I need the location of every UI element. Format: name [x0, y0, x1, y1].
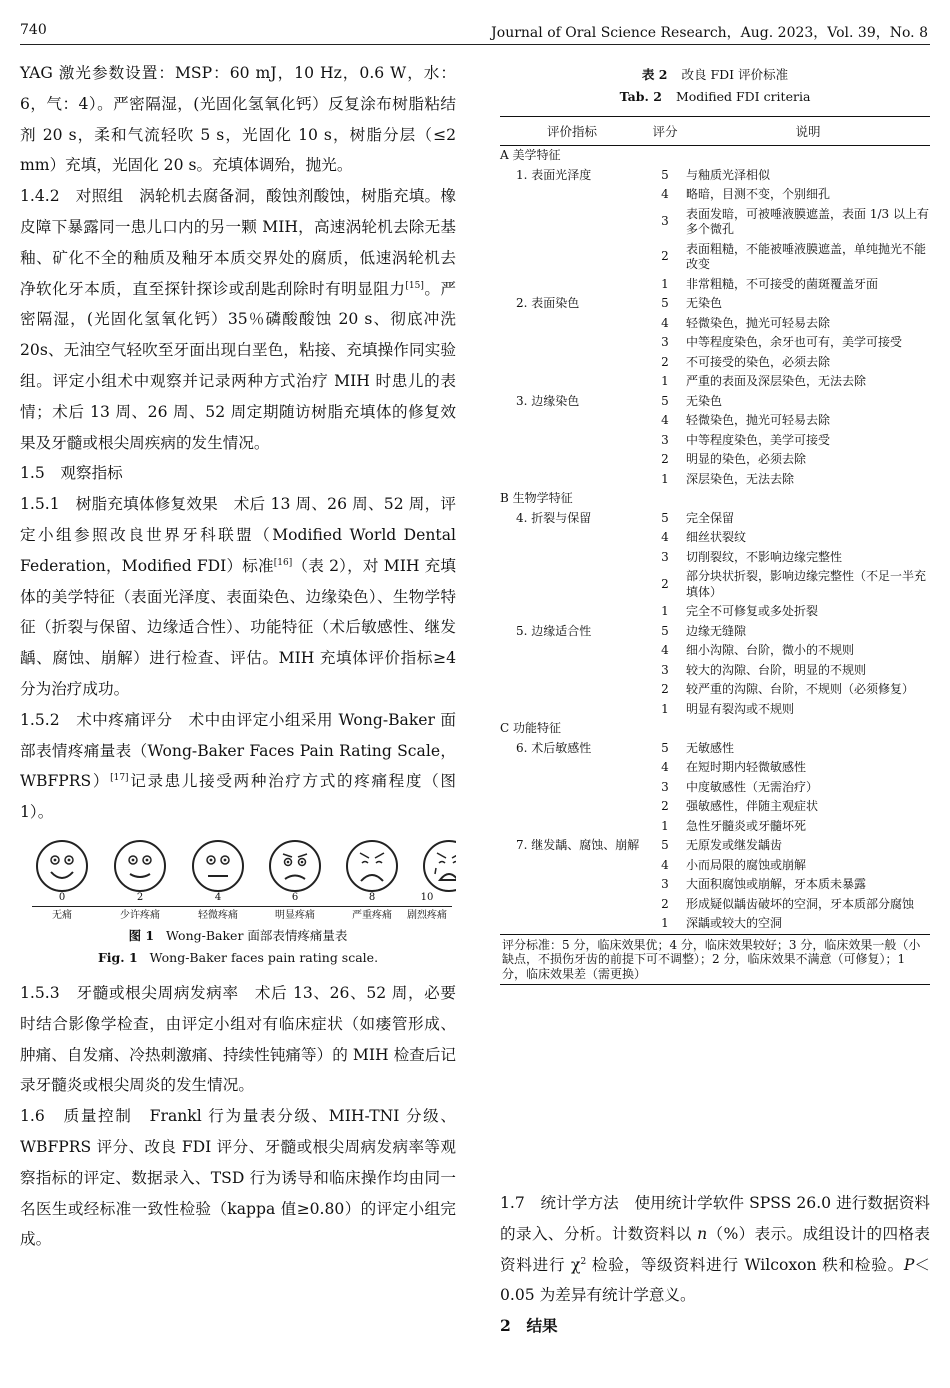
- table-row: [500, 275, 930, 295]
- figure-number-cn: 图 1: [128, 927, 155, 943]
- description-cell: 较严重的沟隙、台阶，不规则（必须修复）: [686, 682, 915, 696]
- indicator-cell: [500, 797, 644, 817]
- table-caption-en: [500, 86, 930, 108]
- score-cell: 1: [661, 276, 669, 291]
- table-header-row: [500, 117, 930, 146]
- indicator-cell: 4. 折裂与保留: [516, 510, 592, 525]
- score-cell: 5: [661, 393, 669, 408]
- table-number-cn: 表 2: [641, 67, 668, 82]
- faces-scale: [20, 838, 456, 898]
- table-row: [500, 622, 930, 642]
- right-column: [500, 64, 930, 985]
- score-cell: 2: [661, 249, 669, 264]
- table-row: [500, 641, 930, 661]
- superscript-2: 2: [580, 1256, 587, 1267]
- header-rule: [20, 44, 930, 45]
- score-cell: 4: [661, 413, 669, 427]
- text-statistics: 1.7 统计学方法 使用统计学软件 SPSS 26.0 进行数据资料的录入、分析。计数资料以: [500, 1194, 930, 1243]
- table-row: [500, 739, 930, 759]
- indicator-cell: 1. 表面光泽度: [516, 167, 592, 182]
- text-pain-score: 1.5.2 术中疼痛评分 术中由评定小组采用 Wong-Baker 面部表情疼痛量表（Wong-Baker Faces Pain Rating Scale，WBFPRS）: [20, 710, 456, 791]
- heading-results: 2 结果: [500, 1316, 558, 1336]
- score-cell: 3: [661, 549, 669, 564]
- description-cell: 小而局限的腐蚀或崩解: [686, 857, 807, 872]
- section-label: B 生物学特征: [500, 491, 573, 505]
- score-cell: 2: [661, 682, 669, 696]
- description-cell: 在短时期内轻微敏感性: [686, 760, 807, 774]
- table-row: [500, 333, 930, 353]
- description-cell: 轻微染色，抛光可轻易去除: [686, 315, 831, 330]
- score-cell: 3: [661, 214, 669, 229]
- face-10-icon: [424, 841, 456, 891]
- text-statistics-2: （%）表示。成组设计的四格表资料进行 χ: [500, 1224, 930, 1274]
- score-cell: 3: [661, 432, 669, 447]
- table-row: [500, 895, 930, 915]
- table-note: 评分标准：5 分，临床效果优；4 分，临床效果较好；3 分，临床效果一般（小缺点，不损伤牙齿的前提下可不调整）；2 分，临床效果不满意（可修复）；1 分，临床效果差（需更换）: [500, 934, 930, 986]
- score-cell: 4: [661, 643, 669, 657]
- description-cell: 无原发或继发龋齿: [686, 838, 783, 852]
- table-row: [500, 185, 930, 205]
- figure-title-cn: Wong-Baker 面部表情疼痛量表: [166, 927, 348, 943]
- score-cell: 4: [661, 187, 669, 201]
- figure-1: [20, 838, 456, 978]
- indicator-cell: 6. 术后敏感性: [516, 740, 592, 755]
- indicator-cell: [500, 895, 644, 915]
- score-cell: 4: [661, 760, 669, 774]
- scale-number: 6: [291, 891, 299, 903]
- score-cell: 5: [661, 510, 669, 525]
- score-cell: 5: [661, 740, 669, 755]
- score-cell: 3: [661, 779, 669, 794]
- indicator-cell: [500, 661, 644, 681]
- table-row: [500, 567, 930, 602]
- description-cell: 完全保留: [686, 510, 735, 525]
- table-section-row: [500, 489, 930, 509]
- fdi-table: [500, 116, 930, 934]
- score-cell: 1: [661, 604, 669, 618]
- col-header-score: 评分: [644, 117, 686, 146]
- table-row: [500, 778, 930, 798]
- paragraph-statistics: [500, 1188, 930, 1311]
- indicator-cell: [500, 450, 644, 470]
- indicator-cell: [500, 567, 644, 602]
- face-0-icon: [37, 841, 87, 891]
- paragraph-quality-control: 1.6 质量控制 Frankl 行为量表分级、MIH-TNI 分级、WBFPRS 评分、改良 FDI 评分、牙髓或根尖周病发病率等观察指标的评定、数据录入、TSD 行为诱导和临床操作均由同一名医生或经标准一致性检验（kappa 值≥0.80）的评定小组完成。: [20, 1107, 456, 1249]
- table-body: [500, 146, 930, 934]
- citation-17[interactable]: [17]: [110, 773, 129, 784]
- description-cell: 严重的表面及深层染色，无法去除: [686, 374, 867, 388]
- table-row: [500, 166, 930, 186]
- citation-15[interactable]: [15]: [405, 280, 424, 291]
- scale-number: 8: [368, 891, 376, 903]
- table-row: [500, 680, 930, 700]
- symbol-n: n: [697, 1224, 708, 1243]
- text-statistics-3: 检验，等级资料进行 Wilcoxon 秩和检验。: [586, 1255, 904, 1274]
- table-row: [500, 411, 930, 431]
- indicator-cell: 5. 边缘适合性: [516, 623, 592, 638]
- table-section-row: [500, 719, 930, 739]
- figure-caption-en: [20, 950, 456, 965]
- paragraph-laser-settings: YAG 激光参数设置：MSP：60 mJ，10 Hz，0.6 W，水：6，气：4）。严密隔湿，(光固化氢氧化钙）反复涂布树脂粘结剂 20 s，柔和气流轻吹 5 s，光固化 10 s，树脂分层（≤2 mm）充填，光固化 20 s。充填体调殆，抛光。: [20, 64, 456, 175]
- description-cell: 轻微染色，抛光可轻易去除: [686, 413, 831, 427]
- score-cell: 1: [661, 701, 669, 716]
- score-cell: 5: [661, 296, 669, 310]
- indicator-cell: [500, 470, 644, 490]
- description-cell: 切削裂纹，不影响边缘完整性: [686, 549, 843, 564]
- scale-number: 4: [214, 891, 222, 903]
- indicator-cell: [500, 817, 644, 837]
- face-8-icon: [347, 841, 397, 891]
- page-number: 740: [20, 22, 47, 38]
- score-cell: 5: [661, 623, 669, 638]
- section-label: A 美学特征: [500, 148, 561, 162]
- indicator-cell: [500, 353, 644, 373]
- col-header-indicator: 评价指标: [500, 117, 644, 146]
- indicator-cell: [500, 314, 644, 334]
- indicator-cell: [500, 758, 644, 778]
- table-row: [500, 450, 930, 470]
- indicator-cell: [500, 548, 644, 568]
- description-cell: 形成疑似龋齿破坏的空洞，牙本质部分腐蚀: [686, 896, 915, 911]
- description-cell: 无敏感性: [686, 740, 735, 755]
- indicator-cell: [500, 602, 644, 622]
- table-row: [500, 431, 930, 451]
- scale-label: 少许疼痛: [120, 909, 160, 921]
- indicator-cell: [500, 372, 644, 392]
- paragraph-pain-score: [20, 705, 456, 828]
- indicator-cell: [500, 680, 644, 700]
- description-cell: 部分块状折裂，影响边缘完整性（不足一半充填体）: [686, 569, 927, 599]
- indicator-cell: [500, 240, 644, 275]
- description-cell: 明显有裂沟或不规则: [686, 701, 795, 716]
- table-row: [500, 240, 930, 275]
- description-cell: 强敏感性，伴随主观症状: [686, 799, 819, 813]
- table-row: [500, 758, 930, 778]
- table-row: [500, 314, 930, 334]
- description-cell: 中等程度染色，美学可接受: [686, 432, 831, 447]
- score-cell: 3: [661, 662, 669, 677]
- description-cell: 无染色: [686, 296, 723, 310]
- table-row: [500, 875, 930, 895]
- text-resin-effect: 1.5.1 树脂充填体修复效果 术后 13 周、26 周、52 周，评定小组参照改良世界牙科联盟（Modified World Dental Federation，Modified FDI）标准: [20, 495, 456, 575]
- table-row: [500, 294, 930, 314]
- description-cell: 非常粗糙，不可接受的菌斑覆盖牙面: [686, 276, 879, 291]
- score-cell: 1: [661, 374, 669, 388]
- scale-number: 2: [136, 891, 144, 903]
- figure-title-en: Wong-Baker faces pain rating scale.: [149, 949, 379, 965]
- description-cell: 与釉质光泽相似: [686, 167, 771, 182]
- score-cell: 4: [661, 315, 669, 330]
- score-cell: 5: [661, 838, 669, 852]
- score-cell: 3: [661, 335, 669, 349]
- indicator-cell: 7. 继发龋、腐蚀、崩解: [516, 838, 640, 852]
- table-row: [500, 856, 930, 876]
- face-2-icon: [115, 841, 165, 891]
- indicator-cell: [500, 875, 644, 895]
- score-cell: 1: [661, 818, 669, 833]
- indicator-cell: 3. 边缘染色: [516, 393, 580, 408]
- description-cell: 细丝状裂纹: [686, 530, 747, 544]
- indicator-cell: [500, 411, 644, 431]
- indicator-cell: [500, 205, 644, 240]
- description-cell: 大面积腐蚀或崩解，牙本质未暴露: [686, 877, 867, 891]
- figure-caption-cn: [20, 926, 456, 944]
- score-cell: 2: [661, 354, 669, 369]
- description-cell: 完全不可修复或多处折裂: [686, 604, 819, 618]
- indicator-cell: [500, 641, 644, 661]
- score-cell: 2: [661, 452, 669, 466]
- description-cell: 急性牙髓炎或牙髓坏死: [686, 818, 807, 833]
- indicator-cell: [500, 185, 644, 205]
- text-control-group: 1.4.2 对照组 涡轮机去腐备洞，酸蚀剂酸蚀，树脂充填。橡皮障下暴露同一患儿口内的另一颗 MIH，高速涡轮机去除无基釉、矿化不全的釉质及釉牙本质交界处的腐质，低速涡轮机去净软化牙本质，直至探针探诊或刮匙刮除时有明显阻力: [20, 187, 456, 298]
- table-row: [500, 509, 930, 529]
- table-row: [500, 353, 930, 373]
- text-statistics-4: ＜0.05 为差异有统计学意义。: [500, 1255, 931, 1305]
- indicator-cell: 2. 表面染色: [516, 296, 580, 310]
- description-cell: 明显的染色，必须去除: [686, 452, 807, 466]
- symbol-p: P: [903, 1255, 915, 1274]
- text-pain-score-cont: 记录患儿接受两种治疗方式的疼痛程度（图 1）。: [20, 772, 456, 822]
- indicator-cell: [500, 431, 644, 451]
- description-cell: 深层染色，无法去除: [686, 471, 795, 486]
- paragraph-control-group: [20, 181, 456, 458]
- figure-number-en: Fig. 1: [97, 949, 138, 965]
- table-row: [500, 914, 930, 934]
- table-title-cn: 改良 FDI 评价标准: [681, 67, 789, 82]
- scale-label: 明显疼痛: [275, 909, 315, 921]
- col-header-description: 说明: [686, 117, 930, 146]
- score-cell: 4: [661, 530, 669, 544]
- table-row: [500, 836, 930, 856]
- left-column: [20, 58, 456, 1255]
- scale-label: 无痛: [52, 909, 72, 921]
- score-cell: 4: [661, 857, 669, 872]
- scale-number: 10: [420, 891, 434, 903]
- table-row: [500, 602, 930, 622]
- score-cell: 2: [661, 896, 669, 911]
- description-cell: 略暗，目测不变，个别细孔: [686, 187, 831, 201]
- table-caption-cn: [500, 64, 930, 86]
- score-cell: 2: [661, 576, 669, 591]
- score-cell: 5: [661, 167, 669, 182]
- score-cell: 2: [661, 799, 669, 813]
- scale-label: 轻微疼痛: [198, 909, 238, 921]
- text-control-group-cont: 。严密隔湿，(光固化氢氧化钙）35％磷酸酸蚀 20 s、彻底冲洗 20s、无油空气轻吹至牙面出现白垩色，粘接、充填操作同实验组。评定小组术中观察并记录两种方式治疗 MIH 时患儿的表情；术后 13 周、26 周、52 周定期随访树脂充填体的修复效果及牙髓或根尖周疾病的发生情况。: [20, 279, 456, 452]
- indicator-cell: [500, 700, 644, 720]
- journal-header: Journal of Oral Science Research，Aug. 2023，Vol. 39，No. 8: [491, 25, 928, 41]
- indicator-cell: [500, 914, 644, 934]
- description-cell: 细小沟隙、台阶，微小的不规则: [686, 643, 855, 657]
- indicator-cell: [500, 528, 644, 548]
- scale-number: 0: [58, 891, 66, 903]
- indicator-cell: [500, 856, 644, 876]
- indicator-cell: [500, 275, 644, 295]
- paragraph-pulp-disease: 1.5.3 牙髓或根尖周病发病率 术后 13、26、52 周，必要时结合影像学检查，由评定小组对有临床症状（如瘘管形成、肿痛、自发痛、冷热刺激痛、持续性钝痛等）的 MIH 检查后记录牙髓炎或根尖周炎的发生情况。: [20, 983, 456, 1095]
- section-label: C 功能特征: [500, 721, 561, 735]
- score-cell: 1: [661, 916, 669, 930]
- score-cell: 3: [661, 877, 669, 891]
- description-cell: 中等程度染色，余牙也可有，美学可接受: [686, 335, 903, 349]
- score-cell: 1: [661, 471, 669, 486]
- description-cell: 表面发暗，可被唾液膜遮盖，表面 1/3 以上有多个微孔: [686, 206, 929, 236]
- description-cell: 边缘无缝隙: [686, 623, 747, 638]
- heading-observation: 1.5 观察指标: [20, 464, 123, 483]
- table-row: [500, 392, 930, 412]
- indicator-cell: [500, 778, 644, 798]
- citation-16[interactable]: [16]: [273, 557, 293, 568]
- description-cell: 表面粗糙，不能被唾液膜遮盖，单纯抛光不能改变: [686, 241, 927, 271]
- right-column-text: [500, 1188, 930, 1342]
- text-resin-effect-cont: （表 2），对 MIH 充填体的美学特征（表面光泽度、表面染色、边缘染色）、生物学特征（折裂与保留、边缘适合性）、功能特征（术后敏感性、继发龋、腐蚀、崩解）进行检查、评估。MIH 充填体评价指标≥4 分为治疗成功。: [20, 556, 457, 698]
- table-title-en: Modified FDI criteria: [675, 89, 811, 104]
- description-cell: 不可接受的染色，必须去除: [686, 354, 831, 369]
- scale-label: 严重疼痛: [352, 909, 392, 921]
- table-row: [500, 372, 930, 392]
- indicator-cell: [500, 333, 644, 353]
- description-cell: 较大的沟隙、台阶，明显的不规则: [686, 662, 867, 677]
- description-cell: 中度敏感性（无需治疗）: [686, 779, 819, 794]
- table-row: [500, 817, 930, 837]
- table-row: [500, 661, 930, 681]
- table-row: [500, 470, 930, 490]
- table-row: [500, 205, 930, 240]
- table-row: [500, 528, 930, 548]
- table-number-en: Tab. 2: [619, 89, 662, 104]
- table-row: [500, 797, 930, 817]
- face-6-icon: [270, 841, 320, 891]
- table-row: [500, 548, 930, 568]
- description-cell: 无染色: [686, 393, 723, 408]
- table-section-row: [500, 146, 930, 166]
- scale-label: 剧烈疼痛: [407, 909, 447, 921]
- table-row: [500, 700, 930, 720]
- description-cell: 深龋或较大的空洞: [686, 916, 783, 930]
- face-4-icon: [193, 841, 243, 891]
- paragraph-resin-effect: [20, 489, 456, 705]
